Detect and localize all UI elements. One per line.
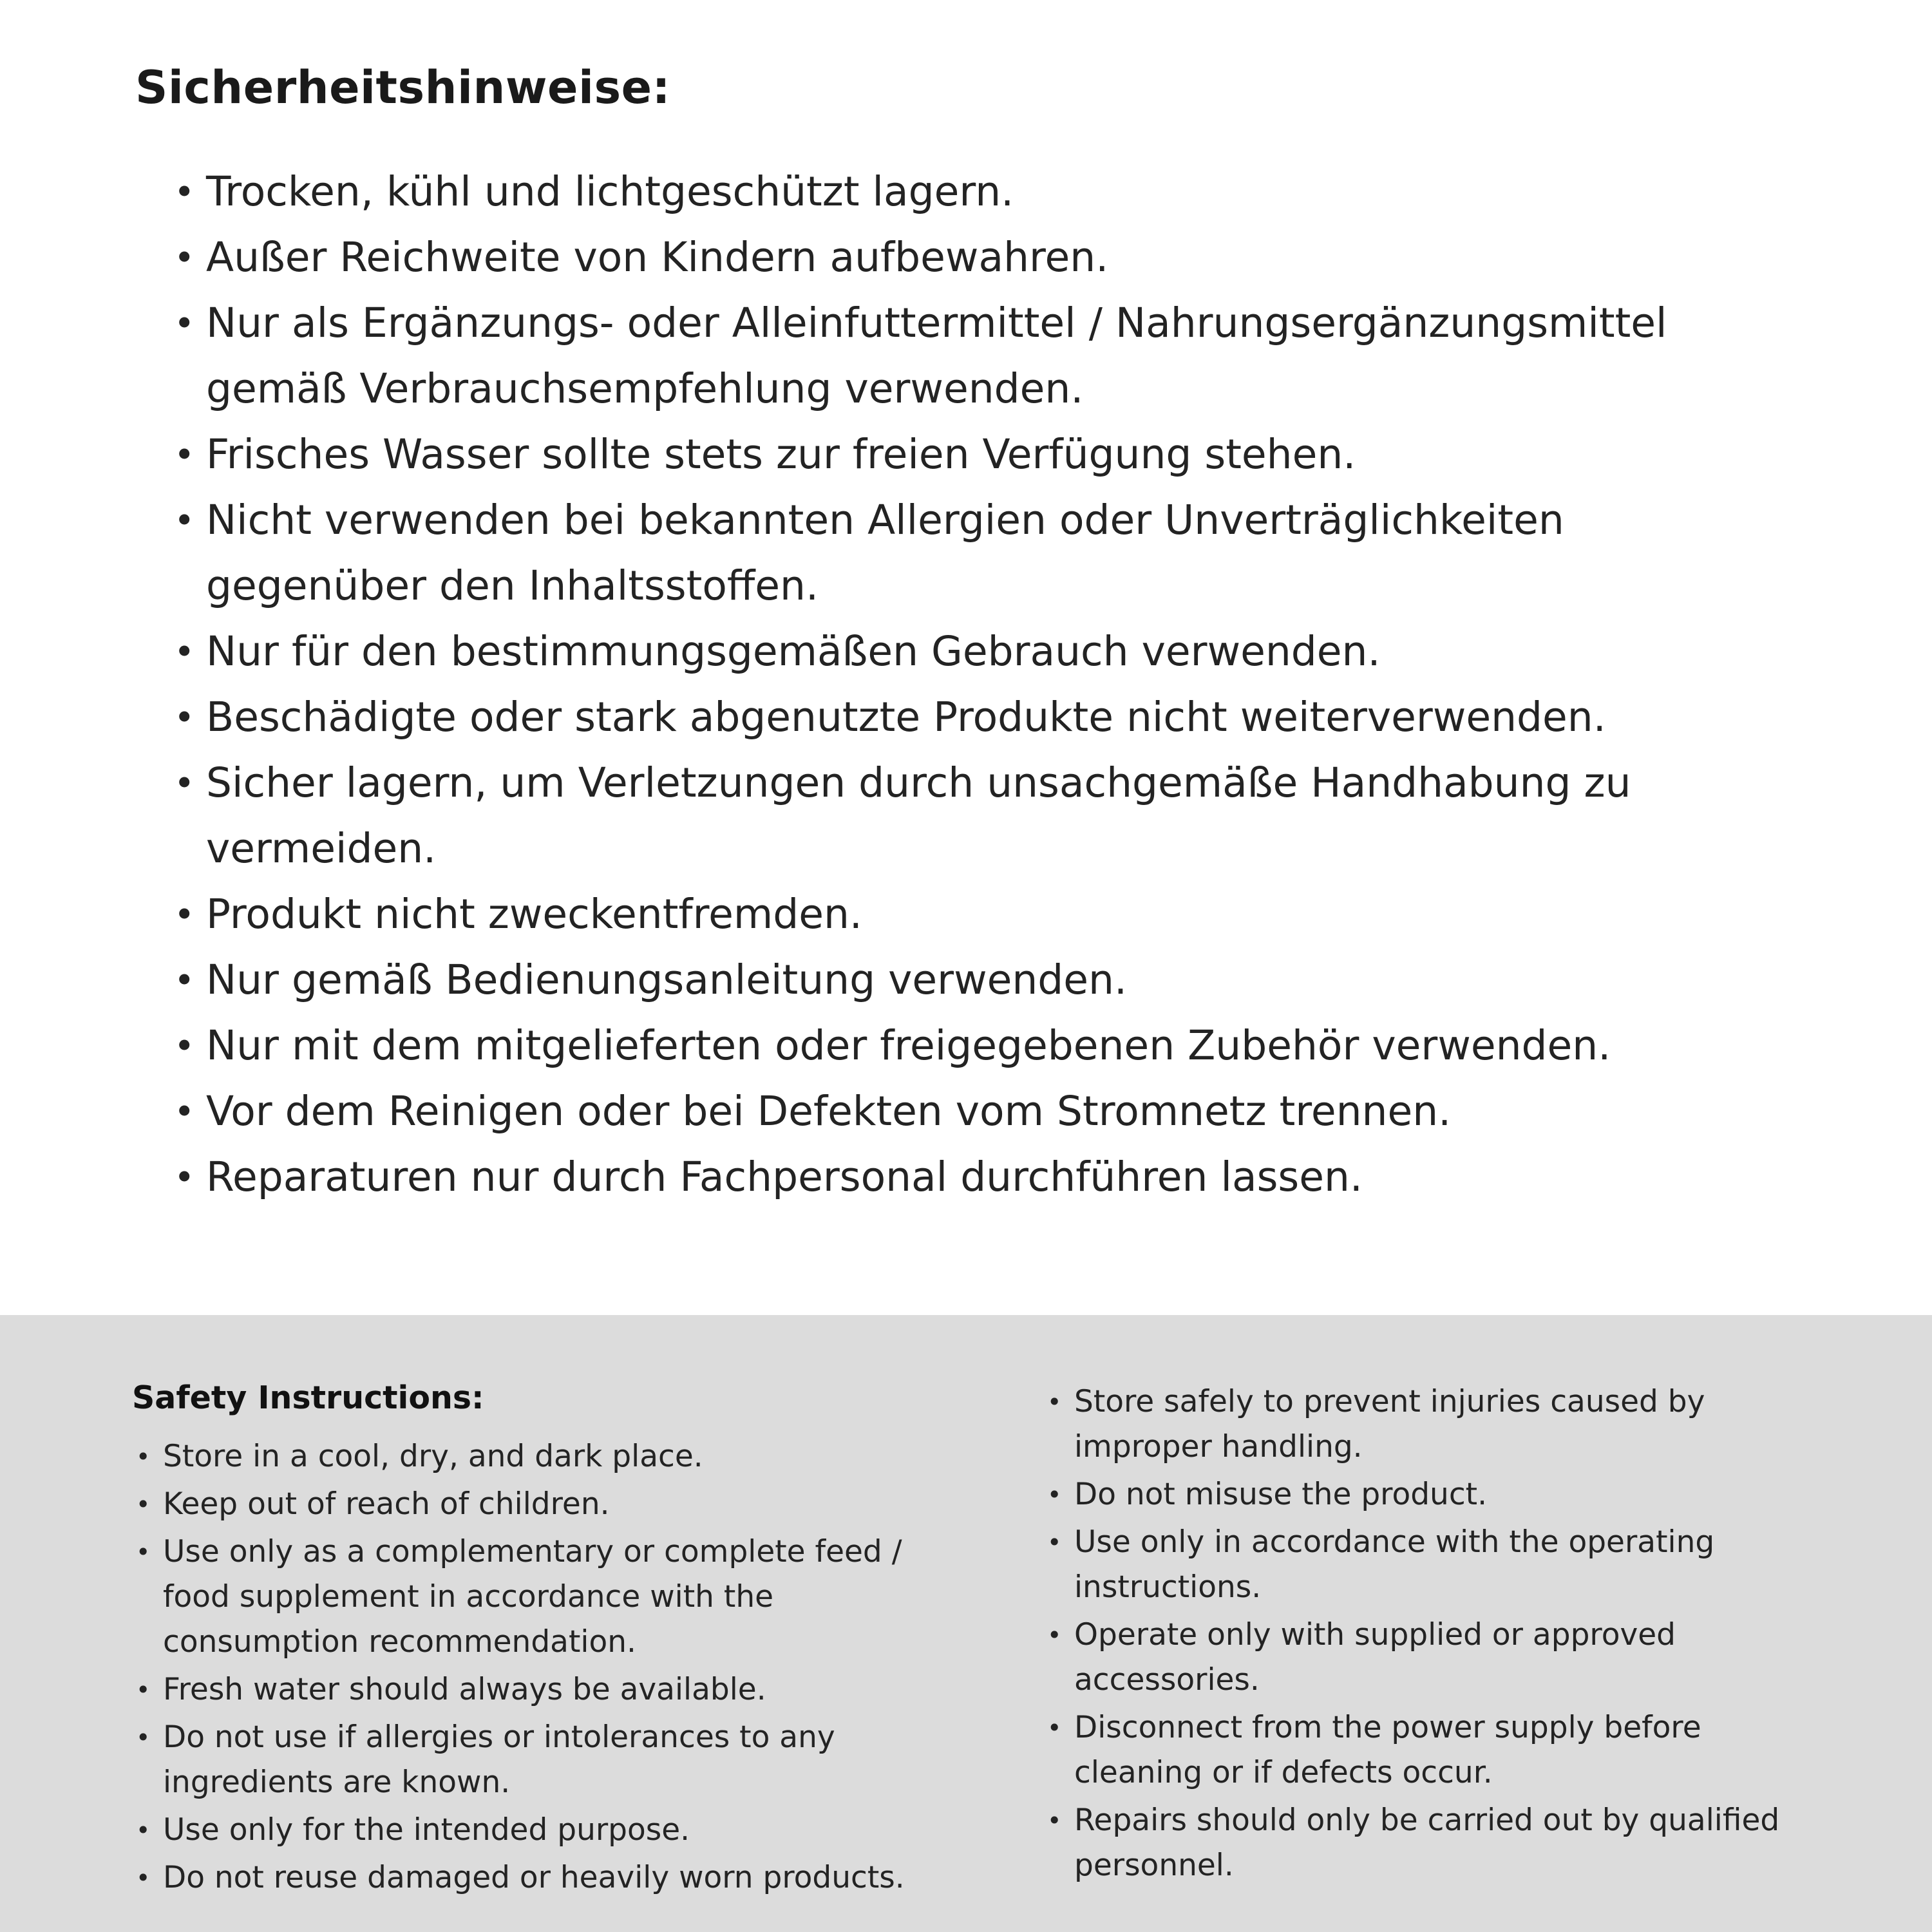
list-item-text: Do not reuse damaged or heavily worn products.: [163, 1860, 905, 1895]
german-safety-list: [174, 159, 1797, 1210]
list-item-text: Reparaturen nur durch Fachpersonal durchführen lassen.: [206, 1153, 1363, 1200]
list-item: [174, 750, 1797, 882]
english-right-column: [1043, 1379, 1790, 1932]
english-left-column: [132, 1379, 934, 1932]
bullet-icon: •: [136, 1443, 151, 1471]
list-item: [174, 882, 1797, 947]
list-item-text: Nur mit dem mitgelieferten oder freigegebenen Zubehör verwenden.: [206, 1022, 1611, 1069]
bullet-icon: •: [136, 1676, 151, 1704]
list-item-text: Produkt nicht zweckentfremden.: [206, 891, 862, 938]
list-item-text: Trocken, kühl und lichtgeschützt lagern.: [206, 168, 1014, 215]
list-item-text: Keep out of reach of children.: [163, 1486, 610, 1522]
bullet-icon: •: [174, 1025, 195, 1066]
list-item-text: Store safely to prevent injuries caused by improper handling.: [1074, 1384, 1705, 1464]
list-item-text: Nicht verwenden bei bekannten Allergien oder Unverträglichkeiten gegenüber den Inhaltsstoffen.: [206, 497, 1564, 609]
list-item-text: Store in a cool, dry, and dark place.: [163, 1439, 703, 1474]
english-safety-list-left: [132, 1434, 934, 1900]
list-item-text: Use only as a complementary or complete feed / food supplement in accordance with the consumption recommendation.: [163, 1534, 902, 1660]
german-section-title: Sicherheitshinweise:: [135, 61, 671, 114]
bullet-icon: •: [174, 237, 195, 278]
list-item-text: Fresh water should always be available.: [163, 1672, 766, 1707]
english-section-title: Safety Instructions:: [132, 1379, 484, 1416]
list-item: [1043, 1520, 1790, 1610]
bullet-icon: •: [1047, 1621, 1062, 1649]
bullet-icon: •: [1047, 1481, 1062, 1509]
list-item-text: Nur als Ergänzungs- oder Alleinfuttermittel / Nahrungsergänzungsmittel gemäß Verbrauchsempfehlung verwenden.: [206, 299, 1667, 412]
bullet-icon: •: [136, 1816, 151, 1844]
bullet-icon: •: [174, 762, 195, 804]
list-item-text: Nur gemäß Bedienungsanleitung verwenden.: [206, 956, 1127, 1003]
bullet-icon: •: [1047, 1388, 1062, 1416]
list-item: [174, 947, 1797, 1013]
bullet-icon: •: [174, 894, 195, 935]
list-item-text: Außer Reichweite von Kindern aufbewahren.: [206, 234, 1109, 281]
list-item: [174, 619, 1797, 685]
list-item: [174, 488, 1797, 619]
bullet-icon: •: [174, 1157, 195, 1198]
list-item: [174, 422, 1797, 488]
list-item: [132, 1482, 934, 1527]
bullet-icon: •: [174, 697, 195, 738]
bullet-icon: •: [136, 1723, 151, 1752]
list-item: [132, 1808, 934, 1853]
list-item: [1043, 1798, 1790, 1888]
list-item: [174, 1144, 1797, 1210]
bullet-icon: •: [174, 1091, 195, 1132]
list-item-text: Do not misuse the product.: [1074, 1477, 1488, 1512]
bullet-icon: •: [174, 171, 195, 213]
list-item-text: Use only in accordance with the operating instructions.: [1074, 1524, 1715, 1605]
list-item-text: Operate only with supplied or approved accessories.: [1074, 1617, 1676, 1698]
list-item: [132, 1530, 934, 1665]
list-item-text: Do not use if allergies or intolerances to any ingredients are known.: [163, 1719, 835, 1800]
list-item-text: Sicher lagern, um Verletzungen durch unsachgemäße Handhabung zu vermeiden.: [206, 759, 1631, 872]
bullet-icon: •: [1047, 1528, 1062, 1557]
bullet-icon: •: [174, 434, 195, 475]
bullet-icon: •: [1047, 1714, 1062, 1742]
bullet-icon: •: [174, 500, 195, 541]
list-item: [1043, 1379, 1790, 1470]
list-item-text: Nur für den bestimmungsgemäßen Gebrauch verwenden.: [206, 628, 1381, 675]
list-item: [132, 1715, 934, 1805]
list-item: [1043, 1613, 1790, 1703]
bullet-icon: •: [174, 631, 195, 672]
list-item: [1043, 1472, 1790, 1517]
bullet-icon: •: [174, 303, 195, 344]
list-item-text: Frisches Wasser sollte stets zur freien Verfügung stehen.: [206, 431, 1356, 478]
list-item: [132, 1855, 934, 1900]
list-item-text: Disconnect from the power supply before cleaning or if defects occur.: [1074, 1710, 1701, 1790]
list-item-text: Use only for the intended purpose.: [163, 1812, 690, 1848]
bullet-icon: •: [174, 960, 195, 1001]
bullet-icon: •: [1047, 1806, 1062, 1835]
bullet-icon: •: [136, 1490, 151, 1519]
list-item-text: Vor dem Reinigen oder bei Defekten vom Stromnetz trennen.: [206, 1088, 1452, 1135]
list-item: [174, 290, 1797, 422]
list-item: [174, 159, 1797, 225]
list-item: [174, 1013, 1797, 1079]
list-item-text: Beschädigte oder stark abgenutzte Produkte nicht weiterverwenden.: [206, 694, 1606, 741]
bullet-icon: •: [136, 1538, 151, 1566]
list-item-text: Repairs should only be carried out by qualified personnel.: [1074, 1803, 1780, 1883]
english-safety-section: [0, 1315, 1932, 1932]
list-item: [174, 1079, 1797, 1144]
list-item: [1043, 1705, 1790, 1795]
list-item: [132, 1434, 934, 1479]
list-item: [174, 225, 1797, 290]
list-item: [174, 685, 1797, 750]
english-safety-list-right: [1043, 1379, 1790, 1888]
list-item: [132, 1667, 934, 1712]
bullet-icon: •: [136, 1864, 151, 1892]
